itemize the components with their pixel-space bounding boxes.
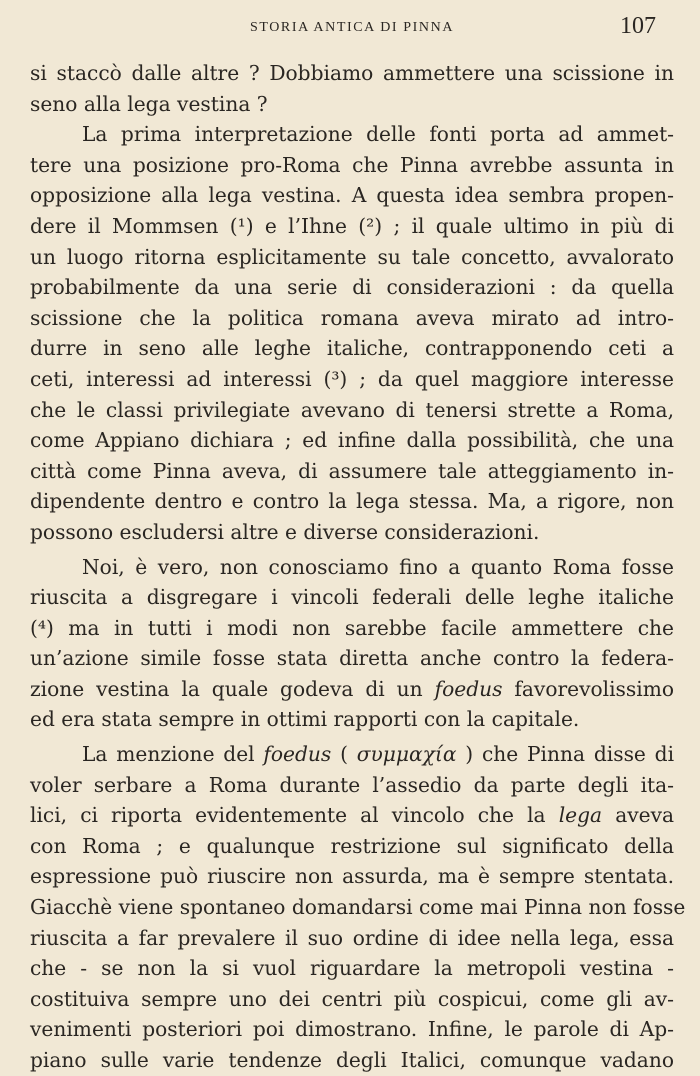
paragraph-2 [30, 119, 674, 547]
text-segment: zione vestina la quale godeva di un [30, 676, 423, 701]
text-line: probabilmente da una serie di considerazioni : da quella [30, 275, 674, 300]
paragraph-4 [30, 739, 686, 1076]
text-line: La prima interpretazione delle fonti porta ad ammet- [82, 122, 674, 147]
paragraph-1 [30, 58, 674, 119]
text-line: opposizione alla lega vestina. A questa idea sembra propen- [30, 183, 674, 208]
text-segment: aveva [615, 803, 675, 828]
text-line: scissione che la politica romana aveva mirato ad intro- [30, 305, 674, 330]
text-line [30, 674, 674, 705]
italic-term-lega: lega [558, 803, 603, 828]
text-line: seno alla lega vestina ? [30, 91, 268, 116]
text-line: ed era stata sempre in ottimi rapporti con la capitale. [30, 707, 580, 732]
text-line: un luogo ritorna esplicitamente su tale concetto, avvalorato [30, 244, 674, 269]
text-segment: che Pinna disse di [481, 742, 675, 767]
text-line: possono escludersi altre e diverse considerazioni. [30, 519, 540, 544]
text-line: un’azione simile fosse stata diretta anche contro la federa- [30, 646, 674, 671]
text-segment: favorevolissimo [514, 676, 675, 701]
text-line: tere una posizione pro-Roma che Pinna avrebbe assunta in [30, 152, 674, 177]
text-line: voler serbare a Roma durante l’assedio da parte degli ita- [30, 772, 674, 797]
page-body [30, 58, 686, 1076]
text-line: che - se non la si vuol riguardare la metropoli vestina - [30, 956, 674, 981]
text-line: venimenti posteriori poi dimostrano. Infine, le parole di Ap- [30, 1017, 674, 1042]
text-line: espressione può riuscire non assurda, ma è sempre stentata. [30, 864, 674, 889]
running-title: STORIA ANTICA DI PINNA [249, 20, 455, 35]
text-line: (⁴) ma in tutti i modi non sarebbe facile ammettere che [30, 615, 674, 640]
text-line: riuscita a disgregare i vincoli federali delle leghe italiche [30, 585, 674, 610]
greek-term-paren: ( συμμαχία ) [340, 742, 474, 767]
text-line: dipendente dentro e contro la lega stessa. Ma, a rigore, non [30, 489, 674, 514]
text-line: città come Pinna aveva, di assumere tale atteggiamento in- [30, 458, 674, 483]
text-line: costituiva sempre uno dei centri più cospicui, come gli av- [30, 986, 674, 1011]
text-line: ceti, interessi ad interessi (³) ; da quel maggiore interesse [30, 366, 674, 391]
text-line: durre in seno alle leghe italiche, contrapponendo ceti a [30, 336, 674, 361]
italic-term-foedus: foedus [263, 742, 332, 767]
text-line: si staccò dalle altre ? Dobbiamo ammettere una scissione in [30, 61, 674, 85]
greek-term: συμμαχία [356, 742, 457, 767]
text-line: Giacchè viene spontaneo domandarsi come mai Pinna non fosse [30, 895, 686, 920]
page-number: 107 [620, 13, 656, 39]
text-line: Noi, è vero, non conosciamo fino a quanto Roma fosse [82, 554, 674, 579]
text-segment: La menzione del [82, 742, 255, 767]
text-line: piano sulle varie tendenze degli Italici, comunque vadano [30, 1048, 674, 1072]
text-line: che le classi privilegiate avevano di tenersi strette a Roma, [30, 397, 674, 422]
text-line: come Appiano dichiara ; ed infine dalla possibilità, che una [30, 428, 674, 453]
text-line [30, 739, 674, 770]
italic-term-foedus: foedus [434, 676, 503, 701]
page-header [30, 10, 674, 58]
paragraph-3 [30, 552, 674, 736]
text-line: dere il Mommsen (¹) e l’Ihne (²) ; il quale ultimo in più di [30, 213, 674, 238]
text-line [30, 800, 674, 831]
text-segment: lici, ci riporta evidentemente al vincolo che la [30, 803, 546, 828]
text-line: con Roma ; e qualunque restrizione sul significato della [30, 833, 674, 858]
text-line: riuscita a far prevalere il suo ordine di idee nella lega, essa [30, 925, 674, 950]
